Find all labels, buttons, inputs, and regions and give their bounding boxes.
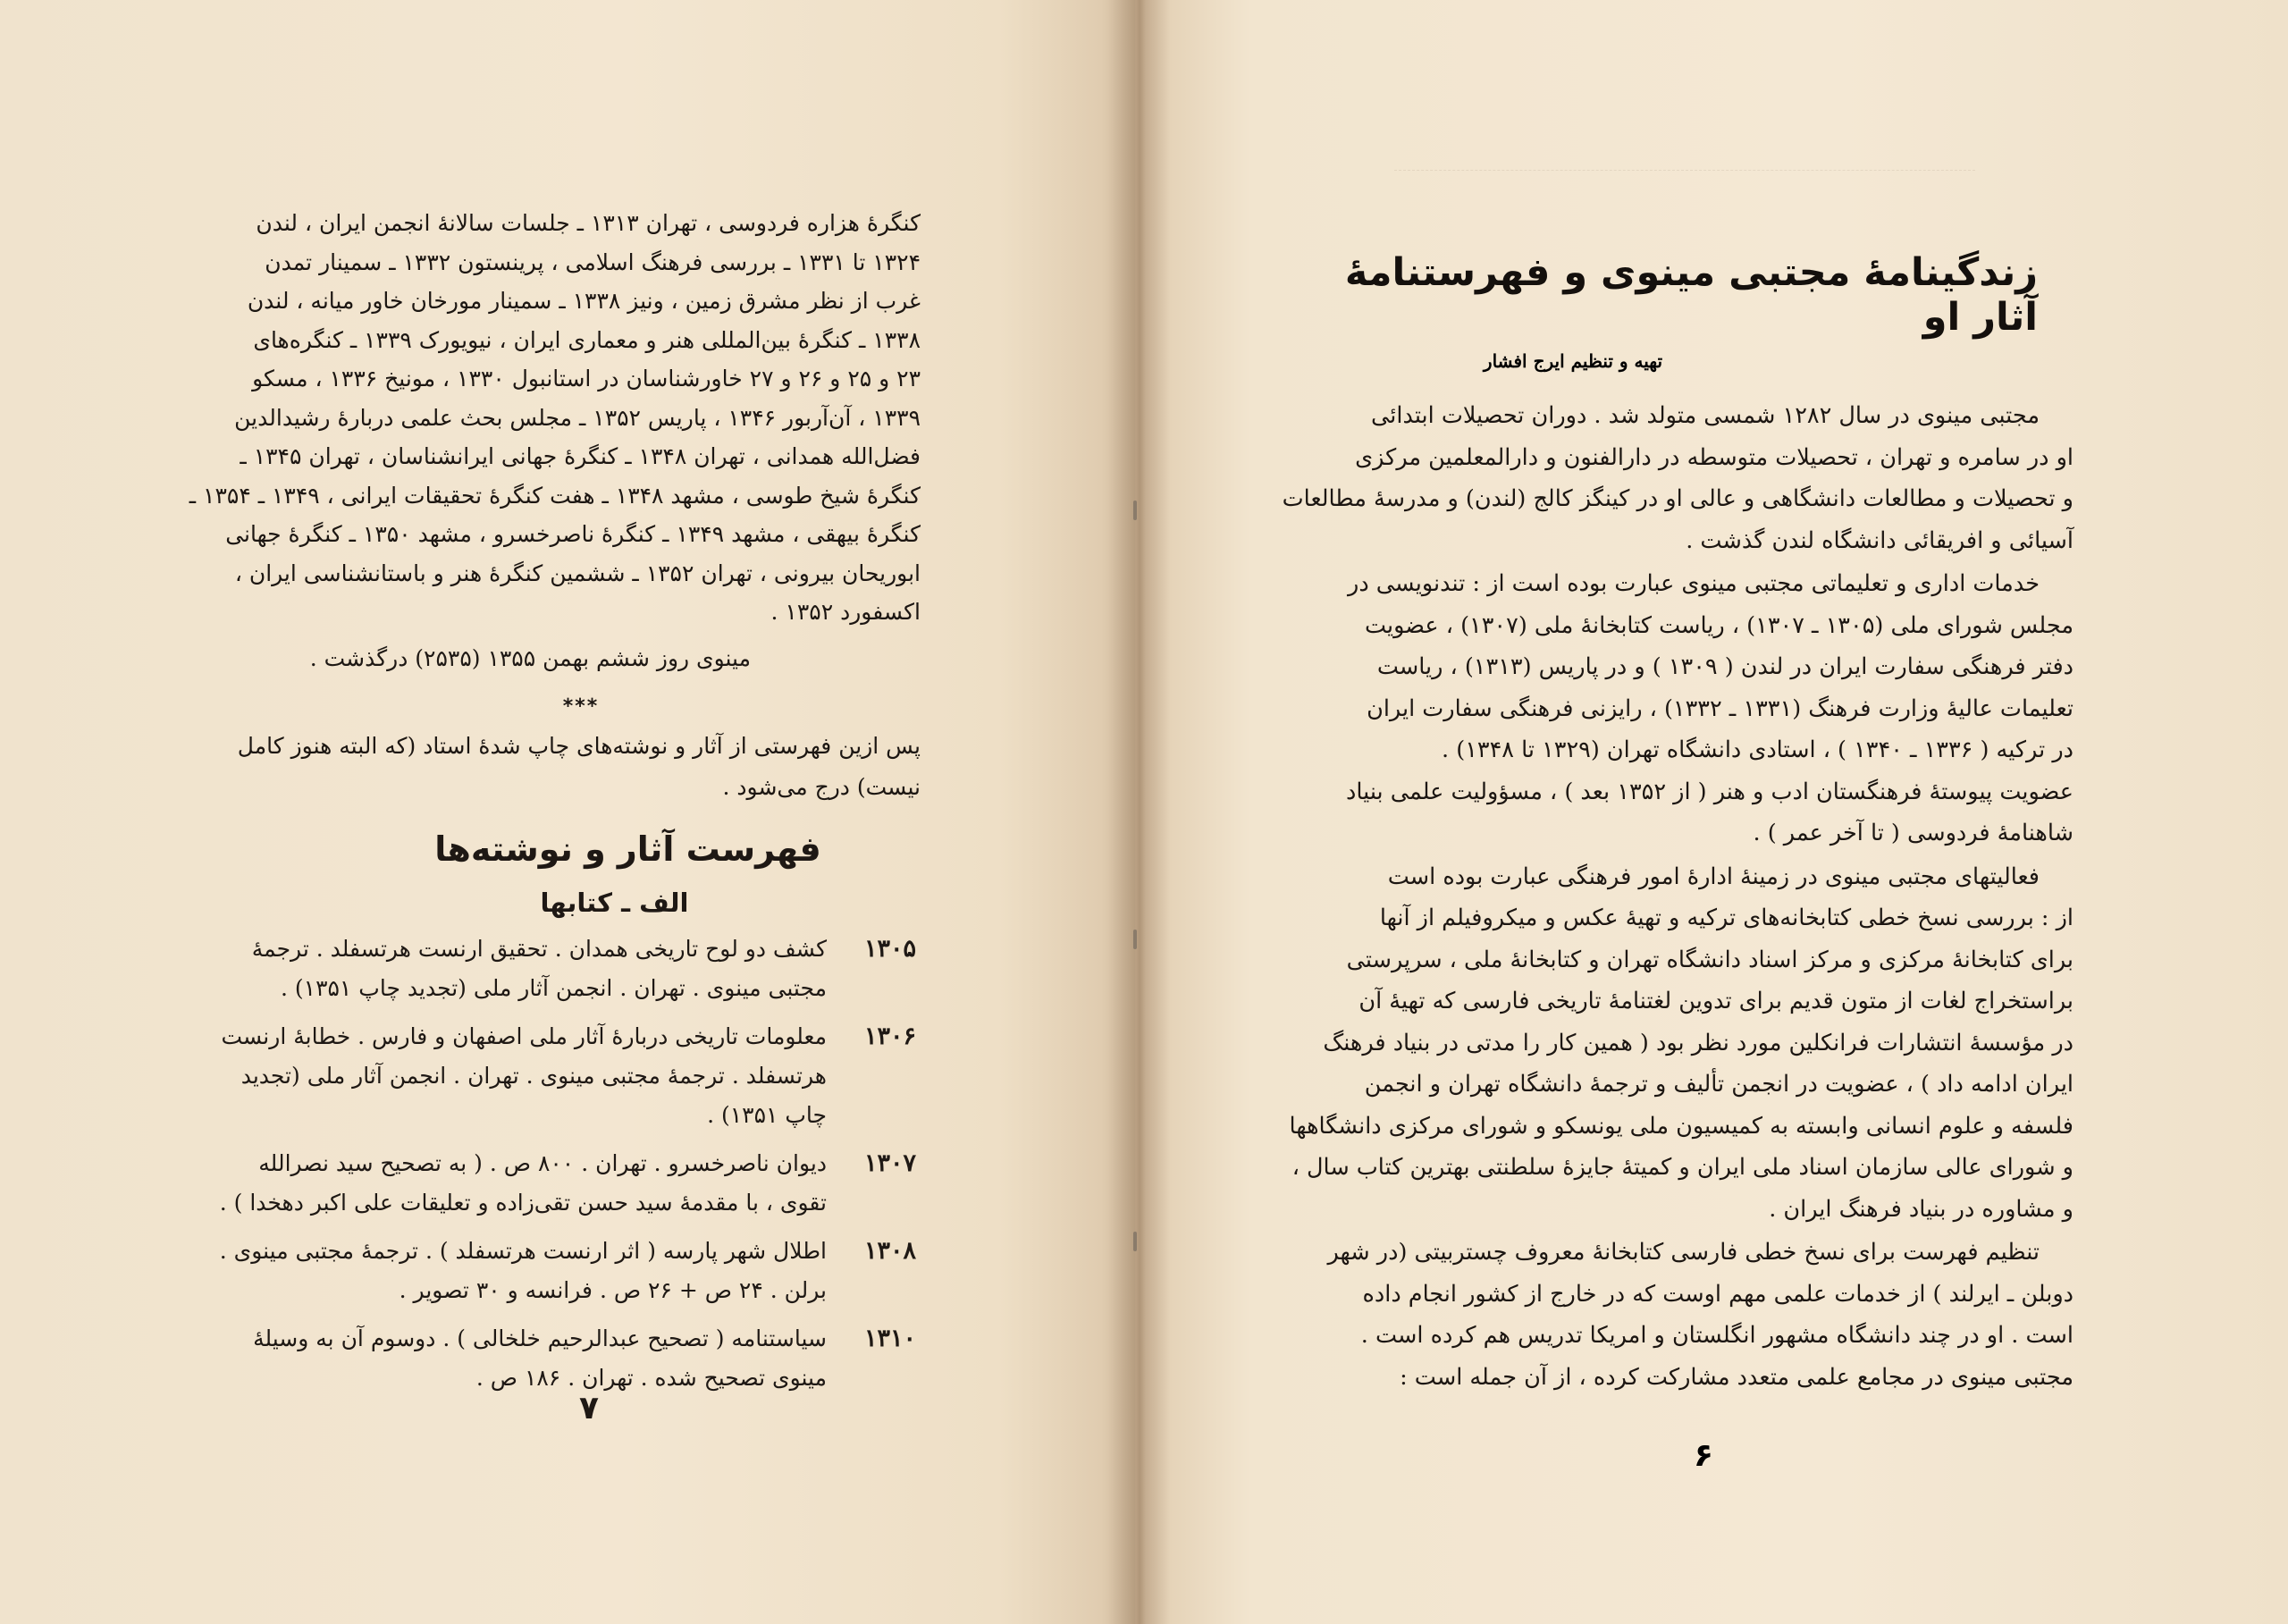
text-line: و مشاوره در بنیاد فرهنگ ایران .: [1769, 1195, 2074, 1223]
entry-year: ۱۳۰۷: [863, 1149, 916, 1177]
text-line: اکسفورد ۱۳۵۲ .: [770, 599, 921, 625]
text-line: ۱۳۲۴ تا ۱۳۳۱ ـ بررسی فرهنگ اسلامی ، پرینستون ۱۳۳۲ ـ سمینار تمدن: [265, 248, 921, 275]
text-line: فلسفه و علوم انسانی وابسته به کمیسیون ملی یونسکو و شورای مرکزی دانشگاهها: [1289, 1112, 2074, 1140]
text-line: عضویت پیوستهٔ فرهنگستان ادب و هنر ( از ۱۳۵۲ بعد ) ، مسؤولیت علمی بنیاد: [1346, 778, 2074, 805]
text-line: دفتر فرهنگی سفارت ایران در لندن ( ۱۳۰۹ ) و در پاریس (۱۳۱۳) ، ریاست: [1376, 653, 2074, 680]
list-item: [221, 1017, 934, 1135]
text-line: برای کتابخانهٔ مرکزی و مرکز اسناد دانشگاه تهران و کتابخانهٔ ملی ، سرپرستی: [1346, 946, 2074, 973]
text-line: است . او در چند دانشگاه مشهور انگلستان و امریکا تدریس هم کرده است .: [1360, 1322, 2074, 1349]
show-through-marks: [1394, 170, 1975, 206]
text-line: برلن . ۲۴ ص + ۲۶ ص . فرانسه و ۳۰ تصویر .: [399, 1277, 827, 1303]
text-line: دیوان ناصرخسرو . تهران . ۸۰۰ ص . ( به تصحیح سید نصرالله: [258, 1150, 827, 1176]
text-line: کنگرهٔ هزاره فردوسی ، تهران ۱۳۱۳ ـ جلسات سالانهٔ انجمن ایران ، لندن: [256, 210, 921, 236]
entry-year: ۱۳۱۰: [863, 1325, 916, 1352]
text-line: ابوریحان بیرونی ، تهران ۱۳۵۲ ـ ششمین کنگرهٔ هنر و باستانشناسی ایران ،: [234, 560, 921, 586]
list-item: [219, 1232, 934, 1310]
death-date-line: مینوی روز ششم بهمن ۱۳۵۵ (۲۵۳۵) درگذشت .: [309, 645, 751, 671]
text-line: مجتبی مینوی در مجامع علمی متعدد مشارکت کرده ، از آن جمله است :: [1400, 1363, 2074, 1391]
text-line: شاهنامهٔ فردوسی ( تا آخر عمر ) .: [1753, 820, 2074, 846]
entry-text: [220, 1144, 827, 1223]
binding-stitch: [1133, 1232, 1137, 1251]
text-line: نیست) درج می‌شود .: [722, 774, 921, 800]
text-line: سیاستنامه ( تصحیح عبدالرحیم خلخالی ) . دوسوم آن به وسیلهٔ: [253, 1325, 827, 1351]
subsection-title: الف ـ کتابها: [540, 888, 689, 918]
text-line: ۲۳ و ۲۵ و ۲۶ و ۲۷ خاورشناسان در استانبول ۱۳۳۰ ، مونیخ ۱۳۳۶ ، مسکو: [252, 366, 921, 391]
page-title: زندگینامهٔ مجتبی مینوی و فهرستنامهٔ آثار او: [1344, 250, 2038, 340]
text-line: اطلال شهر پارسه ( اثر ارنست هرتسفلد ) . ترجمهٔ مجتبی مینوی .: [219, 1238, 827, 1264]
text-line: معلومات تاریخی دربارهٔ آثار ملی اصفهان و فارس . خطابهٔ ارنست: [221, 1023, 827, 1049]
page-number: ۷: [579, 1390, 599, 1426]
paragraph: [1282, 395, 2074, 561]
text-line: مجلس شورای ملی (۱۳۰۵ ـ ۱۳۰۷) ، ریاست کتابخانهٔ ملی (۱۳۰۷) ، عضویت: [1364, 611, 2074, 639]
left-top-paragraph: [189, 204, 921, 632]
entry-year: ۱۳۰۵: [863, 935, 916, 963]
text-line: خدمات اداری و تعلیماتی مجتبی مینوی عبارت بوده است از : تندنویسی در: [1348, 570, 2040, 597]
entry-text: [228, 1319, 827, 1398]
section-title: فهرست آثار و نوشته‌ها: [434, 829, 821, 869]
list-item: [228, 1319, 934, 1398]
entry-year: ۱۳۰۸: [863, 1237, 916, 1265]
text-line: پس ازین فهرستی از آثار و نوشته‌های چاپ شدهٔ استاد (که البته هنوز کامل: [237, 733, 921, 759]
text-line: تعلیمات عالیهٔ وزارت فرهنگ (۱۳۳۱ ـ ۱۳۳۲) ، رایزنی فرهنگی سفارت ایران: [1367, 694, 2074, 722]
text-line: براستخراج لغات از متون قدیم برای تدوین لغتنامهٔ تاریخی فارسی که تهیهٔ آن: [1358, 988, 2074, 1014]
text-line: و تحصیلات و مطالعات دانشگاهی و عالی او در کینگز کالج (لندن) و مدرسهٔ مطالعات: [1282, 485, 2074, 512]
text-line: او در سامره و تهران ، تحصیلات متوسطه در دارالفنون و دارالمعلمین مرکزی: [1355, 443, 2074, 471]
text-line: از : بررسی نسخ خطی کتابخانه‌های ترکیه و تهیهٔ عکس و میکروفیلم از آنها: [1379, 905, 2074, 931]
entry-text: [228, 930, 827, 1008]
text-line: ۱۳۳۸ ـ کنگرهٔ بین‌المللی هنر و معماری ایران ، نیویورک ۱۳۳۹ ـ کنگره‌های: [253, 326, 921, 353]
text-line: دوبلن ـ ایرلند ) از خدمات علمی مهم اوست که در خارج از کشور انجام داده: [1362, 1280, 2074, 1308]
text-line: ۱۳۳۹ ، آن‌آربور ۱۳۴۶ ، پاریس ۱۳۵۲ ـ مجلس بحث علمی دربارهٔ رشیدالدین: [234, 404, 921, 431]
list-item: [219, 1144, 934, 1223]
entry-text: [221, 1017, 827, 1135]
text-line: در مؤسسهٔ انتشارات فرانکلین مورد نظر بود ( همین کار را مدتی در بنیاد فرهنگ: [1323, 1029, 2074, 1056]
asterisk-separator: ***: [562, 695, 600, 718]
text-line: آسیائی و افریقائی دانشگاه لندن گذشت .: [1686, 526, 2074, 554]
binding-stitch: [1133, 930, 1137, 949]
text-line: چاپ ۱۳۵۱) .: [707, 1102, 827, 1128]
text-line: فضل‌الله همدانی ، تهران ۱۳۴۸ ـ کنگرهٔ جهانی ایرانشناسان ، تهران ۱۳۴۵ ـ: [240, 443, 921, 469]
binding-stitch: [1133, 501, 1137, 520]
text-line: مجتبی مینوی . تهران . انجمن آثار ملی (تجدید چاپ ۱۳۵۱) .: [280, 975, 827, 1001]
entry-year: ۱۳۰۶: [863, 1022, 916, 1050]
text-line: و شورای عالی سازمان اسناد ملی ایران و کمیتهٔ جایزهٔ سلطنتی بهترین کتاب سال ،: [1291, 1154, 2074, 1181]
text-line: کنگرهٔ بیهقی ، مشهد ۱۳۴۹ ـ کنگرهٔ ناصرخسرو ، مشهد ۱۳۵۰ ـ کنگرهٔ جهانی: [225, 521, 921, 547]
page-number: ۶: [1694, 1437, 1713, 1474]
text-line: فعالیتهای مجتبی مینوی در زمینهٔ ادارهٔ امور فرهنگی عبارت بوده است: [1387, 862, 2040, 890]
paragraph: [1289, 856, 2074, 1231]
text-line: تنظیم فهرست برای نسخ خطی فارسی کتابخانهٔ معروف چستربیتی (در شهر: [1327, 1239, 2040, 1266]
text-line: مینوی تصحیح شده . تهران . ۱۸۶ ص .: [475, 1365, 827, 1391]
bibliography-list: [219, 930, 934, 1407]
paragraph: [1318, 563, 2074, 854]
text-line: مجتبی مینوی در سال ۱۲۸۲ شمسی متولد شد . دوران تحصیلات ابتدائی: [1371, 402, 2040, 429]
left-page: [0, 0, 1135, 1624]
text-line: تقوی ، با مقدمهٔ سید حسن تقی‌زاده و تعلیقات علی اکبر دهخدا ) .: [219, 1190, 827, 1216]
author-byline: تهیه و تنظیم ایرج افشار: [1483, 350, 1663, 372]
list-intro-paragraph: [228, 726, 921, 808]
list-item: [228, 930, 934, 1008]
text-line: کنگرهٔ شیخ طوسی ، مشهد ۱۳۴۸ ـ هفت کنگرهٔ تحقیقات ایرانی ، ۱۳۴۹ ـ ۱۳۵۴ ـ: [189, 482, 921, 509]
text-line: در ترکیه ( ۱۳۳۶ ـ ۱۳۴۰ ) ، استادی دانشگاه تهران (۱۳۲۹ تا ۱۳۴۸) .: [1442, 736, 2074, 763]
text-line: ایران ادامه داد ) ، عضویت در انجمن تألیف و ترجمهٔ دانشگاه تهران و انجمن: [1364, 1071, 2074, 1098]
entry-text: [220, 1232, 827, 1310]
text-line: هرتسفلد . ترجمهٔ مجتبی مینوی . تهران . انجمن آثار ملی (تجدید: [240, 1063, 827, 1089]
biography-body: [1282, 395, 2074, 1398]
text-line: غرب از نظر مشرق زمین ، ونیز ۱۳۳۸ ـ سمینار مورخان خاور میانه ، لندن: [247, 288, 921, 314]
text-line: کشف دو لوح تاریخی همدان . تحقیق ارنست هرتسفلد . ترجمهٔ: [251, 936, 827, 962]
paragraph: [1318, 1232, 2074, 1398]
